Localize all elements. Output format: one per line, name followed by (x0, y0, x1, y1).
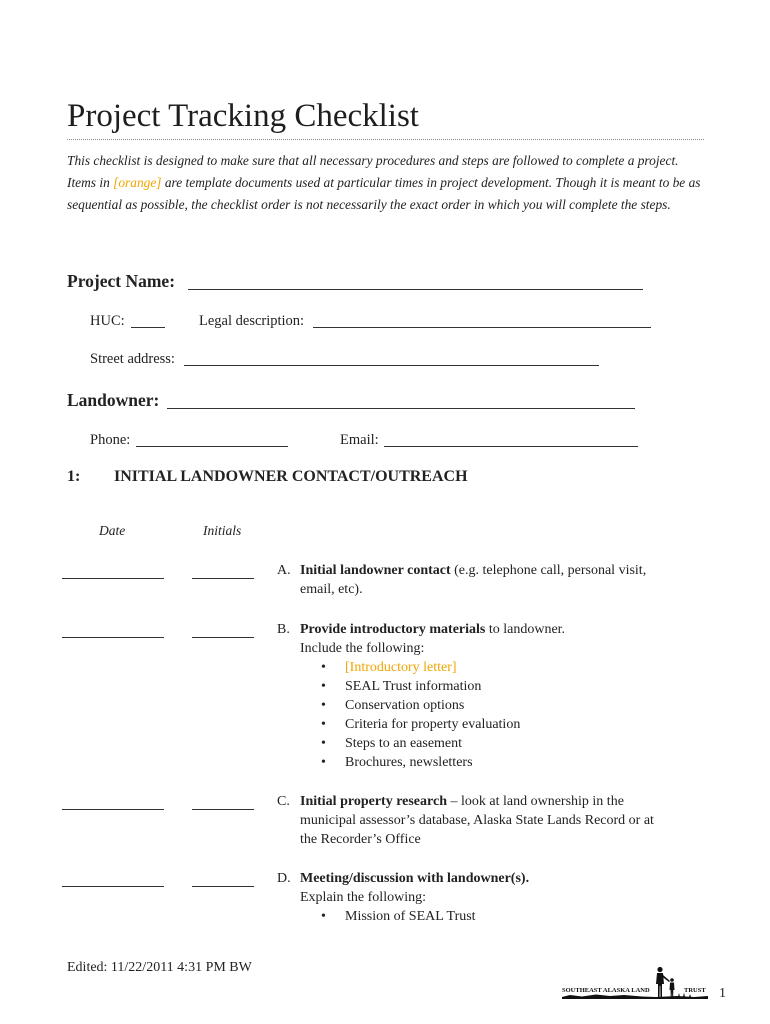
section-number: 1: (67, 468, 81, 485)
item-c-initials-field[interactable] (192, 809, 254, 810)
phone-label: Phone: (90, 432, 131, 448)
item-d-initials-field[interactable] (192, 886, 254, 887)
item-b-bullet-6: • Brochures, newsletters (321, 755, 473, 770)
landowner-label: Landowner: (67, 390, 160, 410)
item-b-rest: to landowner. (485, 622, 566, 637)
intro-text-1: This checklist is designed to make sure that all necessary procedures and steps are followed to complete a project. Items in (67, 153, 679, 190)
item-b-bullet-5: • Steps to an easement (321, 736, 463, 751)
bullet-text: Conservation options (345, 698, 465, 713)
item-c-line3: the Recorder’s Office (300, 832, 421, 847)
email-label: Email: (340, 432, 379, 448)
item-b-bullet-2: • SEAL Trust information (321, 679, 482, 694)
bullet-text: Mission of SEAL Trust (345, 909, 476, 924)
item-d-letter: D. (277, 871, 291, 886)
street-address-label: Street address: (90, 351, 175, 367)
page-title: Project Tracking Checklist (67, 98, 419, 134)
item-d-bullet-1: • Mission of SEAL Trust (321, 909, 476, 924)
item-b-bold: Provide introductory materials (300, 622, 486, 637)
bullet-text: Brochures, newsletters (345, 755, 473, 770)
item-a-letter: A. (277, 563, 291, 578)
item-c-bold: Initial property research (300, 794, 447, 809)
item-b-bullet-1: • [Introductory letter] (321, 660, 457, 675)
phone-field[interactable] (136, 446, 288, 447)
huc-field[interactable] (131, 327, 165, 328)
title-divider (67, 139, 704, 140)
bullet-text: Steps to an easement (345, 736, 463, 751)
item-b-line2: Include the following: (300, 641, 425, 656)
item-c-line2: municipal assessor’s database, Alaska State Lands Record or at (300, 813, 654, 828)
bullet-text: Criteria for property evaluation (345, 717, 521, 732)
bullet-text: [Introductory letter] (345, 660, 457, 675)
item-b-text (300, 620, 565, 639)
initials-column-header: Initials (203, 523, 242, 538)
item-c-letter: C. (277, 794, 290, 809)
item-b-initials-field[interactable] (192, 637, 254, 638)
legal-description-label: Legal description: (199, 313, 305, 329)
date-column-header: Date (99, 523, 126, 538)
item-b-bullet-3: • Conservation options (321, 698, 465, 713)
item-d-date-field[interactable] (62, 886, 164, 887)
item-c-text (300, 792, 624, 811)
legal-description-field[interactable] (313, 327, 651, 328)
item-b-date-field[interactable] (62, 637, 164, 638)
street-address-field[interactable] (184, 365, 599, 366)
section-title: INITIAL LANDOWNER CONTACT/OUTREACH (114, 468, 468, 485)
item-c-date-field[interactable] (62, 809, 164, 810)
page-number: 1 (719, 986, 726, 1001)
bullet-text: SEAL Trust information (345, 679, 482, 694)
logo-figures-icon (562, 967, 708, 999)
huc-label: HUC: (90, 313, 125, 329)
intro-orange-label: [orange] (113, 175, 162, 190)
seal-trust-logo (562, 966, 708, 1002)
logo-text-right: TRUST (684, 987, 706, 994)
item-a-date-field[interactable] (62, 578, 164, 579)
item-a-initials-field[interactable] (192, 578, 254, 579)
edited-footer: Edited: 11/22/2011 4:31 PM BW (67, 960, 252, 975)
project-name-label: Project Name: (67, 271, 176, 291)
item-a-line2: email, etc). (300, 582, 363, 597)
item-d-bold: Meeting/discussion with landowner(s). (300, 871, 530, 886)
landowner-field[interactable] (167, 408, 635, 409)
intro-paragraph (67, 150, 707, 216)
item-b-letter: B. (277, 622, 290, 637)
item-a-bold: Initial landowner contact (300, 563, 451, 578)
logo-text-left: SOUTHEAST ALASKA LAND (562, 987, 650, 994)
email-field[interactable] (384, 446, 638, 447)
item-d-line2: Explain the following: (300, 890, 426, 905)
item-a-text (300, 561, 646, 580)
item-d-text (300, 869, 529, 888)
intro-text-2: are template documents used at particular times in project development. Though it is meant to be as sequential as possible, the checklist order is not necessarily the exact order in which you will complete the steps. (67, 175, 701, 212)
item-b-bullet-4: • Criteria for property evaluation (321, 717, 521, 732)
item-a-rest: (e.g. telephone call, personal visit, (450, 563, 647, 578)
seal-trust-logo-graphic (562, 966, 708, 1002)
project-name-field[interactable] (188, 289, 643, 290)
item-c-rest: – look at land ownership in the (447, 794, 624, 809)
